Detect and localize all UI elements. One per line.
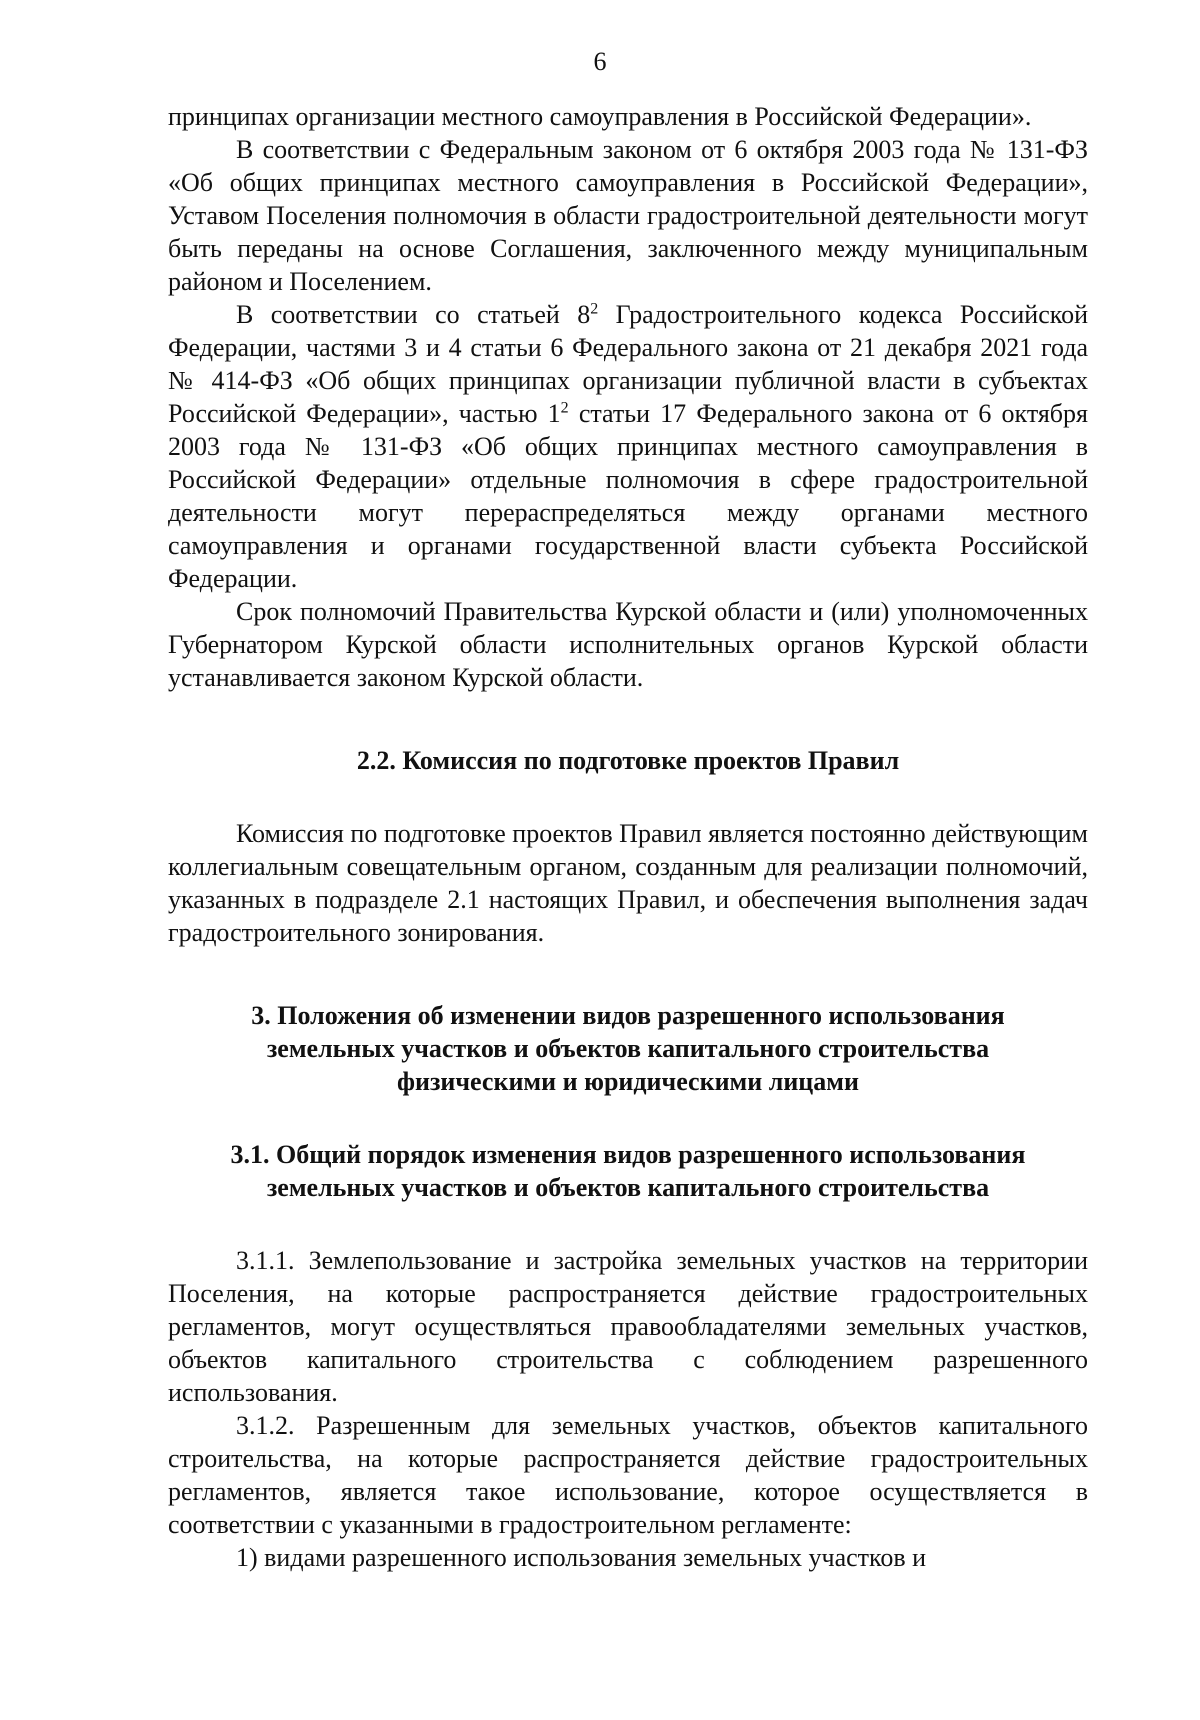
section-2-2-heading: 2.2. Комиссия по подготовке проектов Правил — [356, 746, 900, 775]
section-3-heading — [168, 999, 1088, 1098]
article-8-text-middle: Градостроительного кодекса Российской Федерации, частями 3 и 4 статьи 6 Федерального закона от 21 декабря 2021 года № 414-ФЗ «Об общих принципах организации публичной власти в субъектах Российской Федерации», частью 1 — [168, 300, 1088, 428]
document-body — [168, 100, 1088, 1574]
paragraph-federal-law-131: В соответствии с Федеральным законом от 6 октября 2003 года № 131-ФЗ «Об общих принципах местного самоуправления в Российской Федерации», Уставом Поселения полномочия в области градостроительной деятельности могут быть переданы на основе Соглашения, заключенного между муниципальным районом и Поселением. — [168, 135, 1088, 296]
paragraph-3-1-1: 3.1.1. Землепользование и застройка земельных участков на территории Поселения, на которые распространяется действие градостроительных регламентов, могут осуществляться правообладателями земельных участков, объектов капитального строительства с соблюдением разрешенного использования. — [168, 1246, 1088, 1407]
section-3-1-heading-line-2: земельных участков и объектов капитального строительства — [266, 1173, 990, 1202]
part-1-superscript: 2 — [560, 399, 569, 417]
section-3-1-heading-line-1: 3.1. Общий порядок изменения видов разрешенного использования — [230, 1140, 1026, 1169]
article-8-superscript: 2 — [590, 300, 599, 318]
paragraph-term-of-powers: Срок полномочий Правительства Курской области и (или) уполномоченных Губернатором Курской области исполнительных органов Курской области устанавливается законом Курской области. — [168, 597, 1088, 692]
paragraph-item-1: 1) видами разрешенного использования земельных участков и — [236, 1543, 927, 1572]
section-3-heading-line-3: физическими и юридическими лицами — [397, 1067, 859, 1096]
page-number: 6 — [593, 47, 607, 76]
article-8-text-before: В соответствии со статьей 8 — [236, 300, 591, 329]
section-3-heading-line-2: земельных участков и объектов капитального строительства — [266, 1034, 990, 1063]
section-3-1-heading — [168, 1138, 1088, 1204]
paragraph-intro-continuation: принципах организации местного самоуправления в Российской Федерации». — [168, 102, 1032, 131]
paragraph-article-8 — [168, 298, 1088, 595]
article-8-text-after: статьи 17 Федерального закона от 6 октября 2003 года № 131-ФЗ «Об общих принципах местного самоуправления в Российской Федерации» отдельные полномочия в сфере градостроительной деятельности могут перераспределяться между органами местного самоуправления и органами государственной власти субъекта Российской Федерации. — [168, 399, 1088, 593]
paragraph-3-1-2: 3.1.2. Разрешенным для земельных участков, объектов капитального строительства, на которые распространяется действие градостроительных регламентов, является такое использование, которое осуществляется в соответствии с указанными в градостроительном регламенте: — [168, 1411, 1088, 1539]
section-3-heading-line-1: 3. Положения об изменении видов разрешенного использования — [251, 1001, 1005, 1030]
paragraph-commission: Комиссия по подготовке проектов Правил является постоянно действующим коллегиальным совещательным органом, созданным для реализации полномочий, указанных в подразделе 2.1 настоящих Правил, и обеспечения выполнения задач градостроительного зонирования. — [168, 819, 1088, 947]
